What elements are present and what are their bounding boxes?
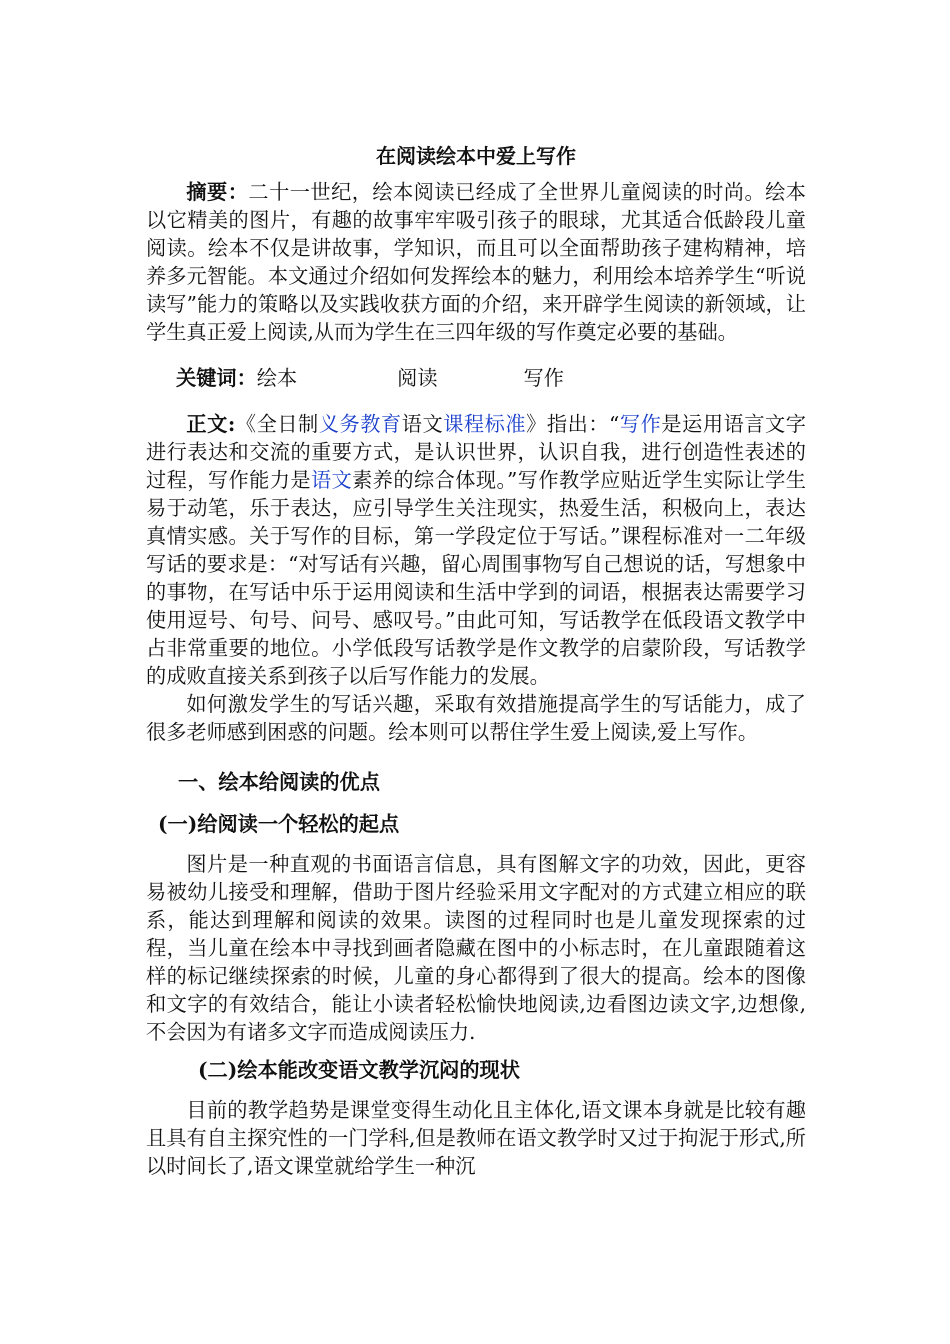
section-1-heading: 一、绘本给阅读的优点	[178, 770, 380, 794]
abstract-text: 二十一世纪，绘本阅读已经成了全世界儿童阅读的时尚。绘本以它精美的图片，有趣的故事牢牢吸引孩子的眼球，尤其适合低龄段儿童阅读。绘本不仅是讲故事，学知识，而且可以全面帮助孩子建构精神，培养多元智能。本文通过介绍如何发挥绘本的魅力，利用绘本培养学生“听说读写”能力的策略以及实践收获方面的介绍，来开辟学生阅读的新领域，让学生真正爱上阅读,从而为学生在三四年级的写作奠定必要的基础。	[146, 180, 806, 344]
body-text-d: 是运用语言文字进行表达和交流的重要方式，是认识世界，认识自我，进行创造性表述的过程，写作能力是	[146, 412, 806, 492]
link-kecheng-biaozhun[interactable]: 课程标准	[443, 412, 527, 436]
body-paragraph-2: 如何激发学生的写话兴趣，采取有效措施提高学生的写话能力，成了很多老师感到困惑的问题。绘本则可以帮住学生爱上阅读,爱上写作。	[146, 692, 806, 744]
body-paragraph-1	[146, 410, 806, 690]
keywords-label: 关键词：	[176, 366, 257, 390]
section-1-2-paragraph: 目前的教学趋势是课堂变得生动化且主体化,语文课本身就是比较有趣且具有自主探究性的一门学科,但是教师在语文教学时又过于拘泥于形式,所以时间长了,语文课堂就给学生一种沉	[146, 1098, 806, 1178]
keywords-row	[146, 364, 806, 392]
body-text-a: 《全日制	[235, 412, 319, 436]
abstract-label: 摘要：	[186, 180, 249, 204]
abstract-paragraph	[146, 178, 806, 346]
section-1-2-heading: (二)绘本能改变语文教学沉闷的现状	[198, 1058, 520, 1082]
body-text-c: 》指出：“	[526, 412, 620, 436]
body-text-e: 素养的综合体现。”写作教学应贴近学生实际让学生易于动笔，乐于表达，应引导学生关注现实，热爱生活，积极向上，表达真情实感。关于写作的目标，第一学段定位于写话。”课程标准对一二年级写话的要求是：“对写话有兴趣，留心周围事物写自己想说的话，写想象中的事物，在写话中乐于运用阅读和生活中学到的词语，根据表达需要学习使用逗号、句号、问号、感叹号。”由此可知，写话教学在低段语文教学中占非常重要的地位。小学低段写话教学是作文教学的启蒙阶段，写话教学的成败直接关系到孩子以后写作能力的发展。	[146, 468, 806, 688]
link-yiwu-jiaoyu[interactable]: 义务教育	[318, 412, 402, 436]
section-1-1-heading: (一)给阅读一个轻松的起点	[158, 812, 400, 836]
link-xiezuo[interactable]: 写作	[619, 412, 662, 436]
keyword-2: 阅读	[397, 366, 438, 390]
body-text-b: 语文	[401, 412, 444, 436]
link-yuwen[interactable]: 语文	[310, 468, 353, 492]
body-label: 正文:	[186, 412, 236, 436]
document-content	[146, 138, 806, 1180]
keyword-3: 写作	[523, 366, 564, 390]
document-title: 在阅读绘本中爱上写作	[376, 144, 576, 168]
section-1-1-paragraph: 图片是一种直观的书面语言信息，具有图解文字的功效，因此，更容易被幼儿接受和理解，借助于图片经验采用文字配对的方式建立相应的联系，能达到理解和阅读的效果。读图的过程同时也是儿童发现探索的过程，当儿童在绘本中寻找到画者隐藏在图中的小标志时，在儿童跟随着这样的标记继续探索的时候，儿童的身心都得到了很大的提高。绘本的图像和文字的有效结合，能让小读者轻松愉快地阅读,边看图边读文字,边想像,不会因为有诸多文字而造成阅读压力.	[146, 852, 806, 1044]
keyword-1: 绘本	[256, 366, 298, 390]
